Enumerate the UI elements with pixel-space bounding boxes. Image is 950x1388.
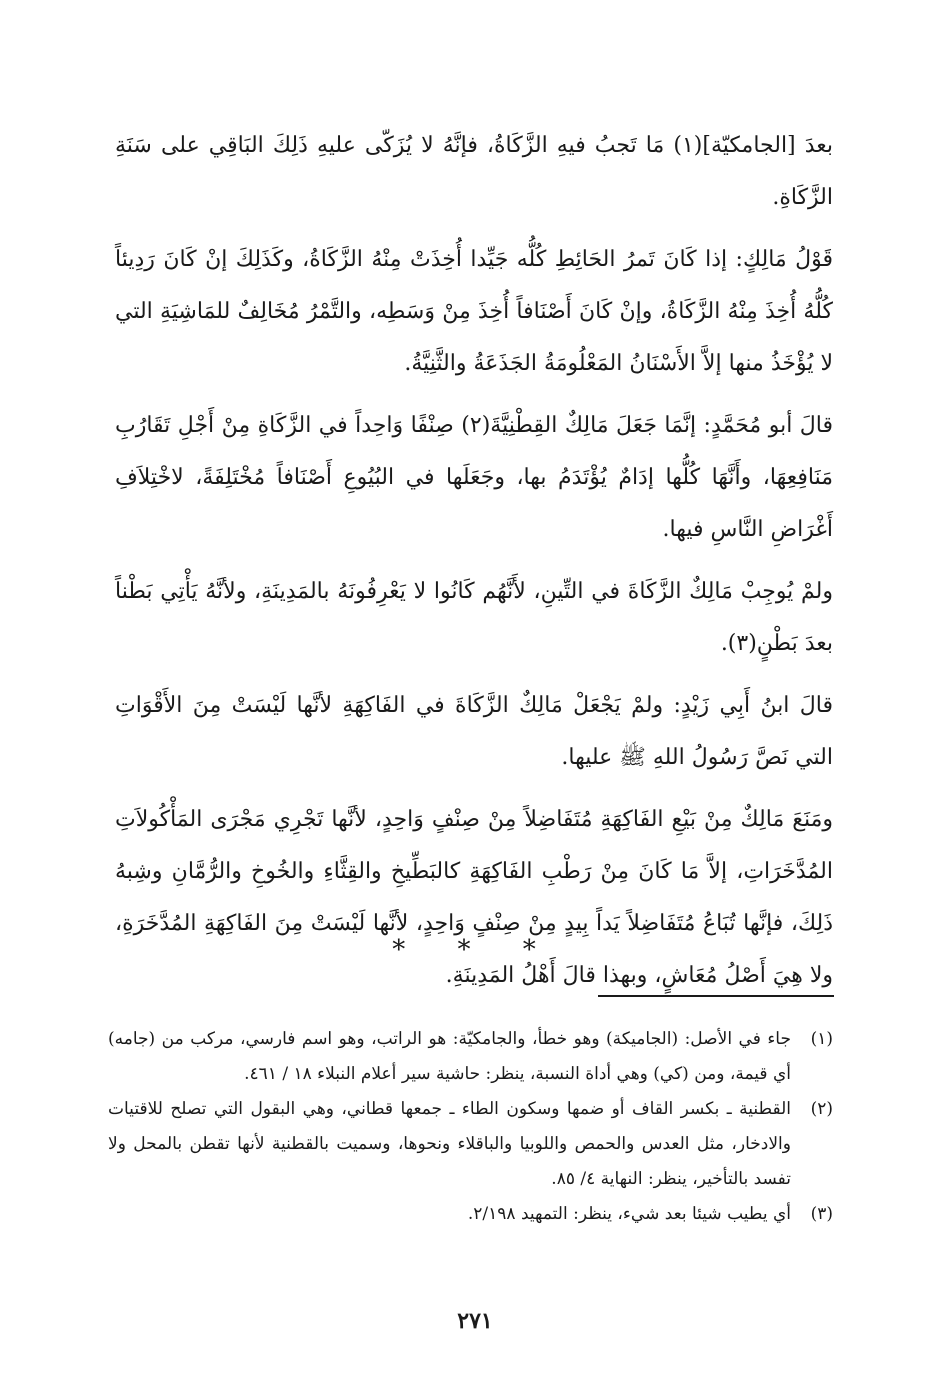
paragraph-3: قالَ أبو مُحَمَّدٍ: إنَّمَا جَعَلَ مَالِكٌ القِطْنِيَّةَ(٢) صِنْفًا وَاحِداً في الزَّكَاةِ مِنْ أَجْلِ تَقَارُبِ مَنَافِعِهَا، وأَنَّهَا كُلُّها إدَامٌ يُؤْتَدَمُ بها، وجَعَلَها في البُيُوعِ أَصْنَافاً مُخْتَلِفَةً، لاخْتِلاَفِ أَغْرَاضِ النَّاسِ فيها. bbox=[115, 413, 833, 542]
main-text bbox=[115, 120, 833, 1012]
footnote-1 bbox=[108, 1022, 833, 1092]
paragraph-4: ولمْ يُوجِبْ مَالِكٌ الزَّكَاةَ في التِّينِ، لأَنَّهُم كَانُوا لا يَعْرِفُونَهُ بالمَدِينَةِ، ولأنَّهُ يَأْتِي بَطْناً بعدَ بَطْنٍ(٣). bbox=[115, 579, 833, 656]
paragraph-1: بعدَ [الجامكيّة](١) مَا تَجبُ فيهِ الزَّكَاةُ، فإنَّهُ لا يُزَكّى عليهِ ذَلِكَ البَاقِي على سَنَةِ الزَّكَاةِ. bbox=[115, 133, 833, 210]
section-separator: * * * bbox=[392, 935, 558, 965]
footnote-3 bbox=[108, 1197, 833, 1232]
footnotes bbox=[108, 1022, 833, 1232]
footnote-text: جاء في الأصل: (الجاميكة) وهو خطأ، والجامكيّة: هو الراتب، وهو اسم فارسي، مركب من (جامه) أي قيمة، ومن (كي) وهي أداة النسبة، ينظر: حاشية سير أعلام النبلاء ١٨ / ٤٦١. bbox=[108, 1029, 791, 1084]
footnote-divider bbox=[598, 995, 834, 997]
footnote-number: (٣) bbox=[810, 1204, 833, 1224]
paragraph-5: قالَ ابنُ أَبِي زَيْدٍ: ولمْ يَجْعَلْ مَالِكٌ الزَّكَاةَ في الفَاكِهَةِ لأنَّها لَيْسَتْ مِنَ الأَقْوَاتِ التي نَصَّ رَسُولُ اللهِ ﷺ عليها. bbox=[115, 693, 833, 770]
footnote-text: القطنية ـ بكسر القاف أو ضمها وسكون الطاء ـ جمعها قطاني، وهي البقول التي تصلح للاقتيات والادخار، مثل العدس والحمص واللوبيا والباقلاء ونحوها، وسميت بالقطنية لأنها تقطن بالمحل ولا تفسد بالتأخير، ينظر: النهاية ٤/ ٨٥. bbox=[108, 1099, 791, 1189]
footnote-text: أي يطيب شيئا بعد شيء، ينظر: التمهيد ٢/١٩٨. bbox=[467, 1204, 791, 1224]
footnote-2 bbox=[108, 1092, 833, 1197]
page-number: ٢٧١ bbox=[457, 1308, 493, 1334]
paragraph-6: ومَنَعَ مَالِكٌ مِنْ بَيْعِ الفَاكِهَةِ مُتَفَاضِلاً مِنْ صِنْفٍ وَاحِدٍ، لأنَّها تَجْرِي مَجْرَى المَأْكُولاَتِ المُدَّخَرَاتِ، إلاَّ مَا كَانَ مِنْ رَطْبِ الفَاكِهَةِ كالبَطِّيخِ والقِثَّاءِ والخُوخِ والرُّمَّانِ وشِبهُ ذَلِكَ، فإنَّها تُبَاعُ مُتَفَاضِلاً يَداً بِيدٍ مِنْ صِنْفٍ وَاحِدٍ، لأنَّها لَيْسَتْ مِنَ الفَاكِهَةِ المُدَّخَرَةِ، ولا هِيَ أَصْلُ مُعَاشٍ، وبهذا قالَ أَهْلُ المَدِينَةِ. bbox=[115, 807, 833, 988]
footnote-number: (٢) bbox=[810, 1099, 833, 1119]
paragraph-2: قَوْلُ مَالِكٍ: إذا كَانَ تَمرُ الحَائِطِ كُلُّه جَيِّدا أُخِذَتْ مِنْهُ الزَّكَاةُ، وكَذَلِكَ إنْ كَانَ رَدِيئاً كُلُّهُ أُخِذَ مِنْهُ الزَّكَاةُ، وإنْ كَانَ أَصْنَافاً أُخِذَ مِنْ وَسَطِه، والتَّمْرُ مُخَالِفٌ للمَاشِيَةِ التي لا يُؤْخَذُ منها إلاَّ الأَسْنَانُ المَعْلُومَةُ الجَذَعَةُ والثَّنِيَّةُ. bbox=[115, 247, 833, 376]
footnote-number: (١) bbox=[810, 1029, 833, 1049]
